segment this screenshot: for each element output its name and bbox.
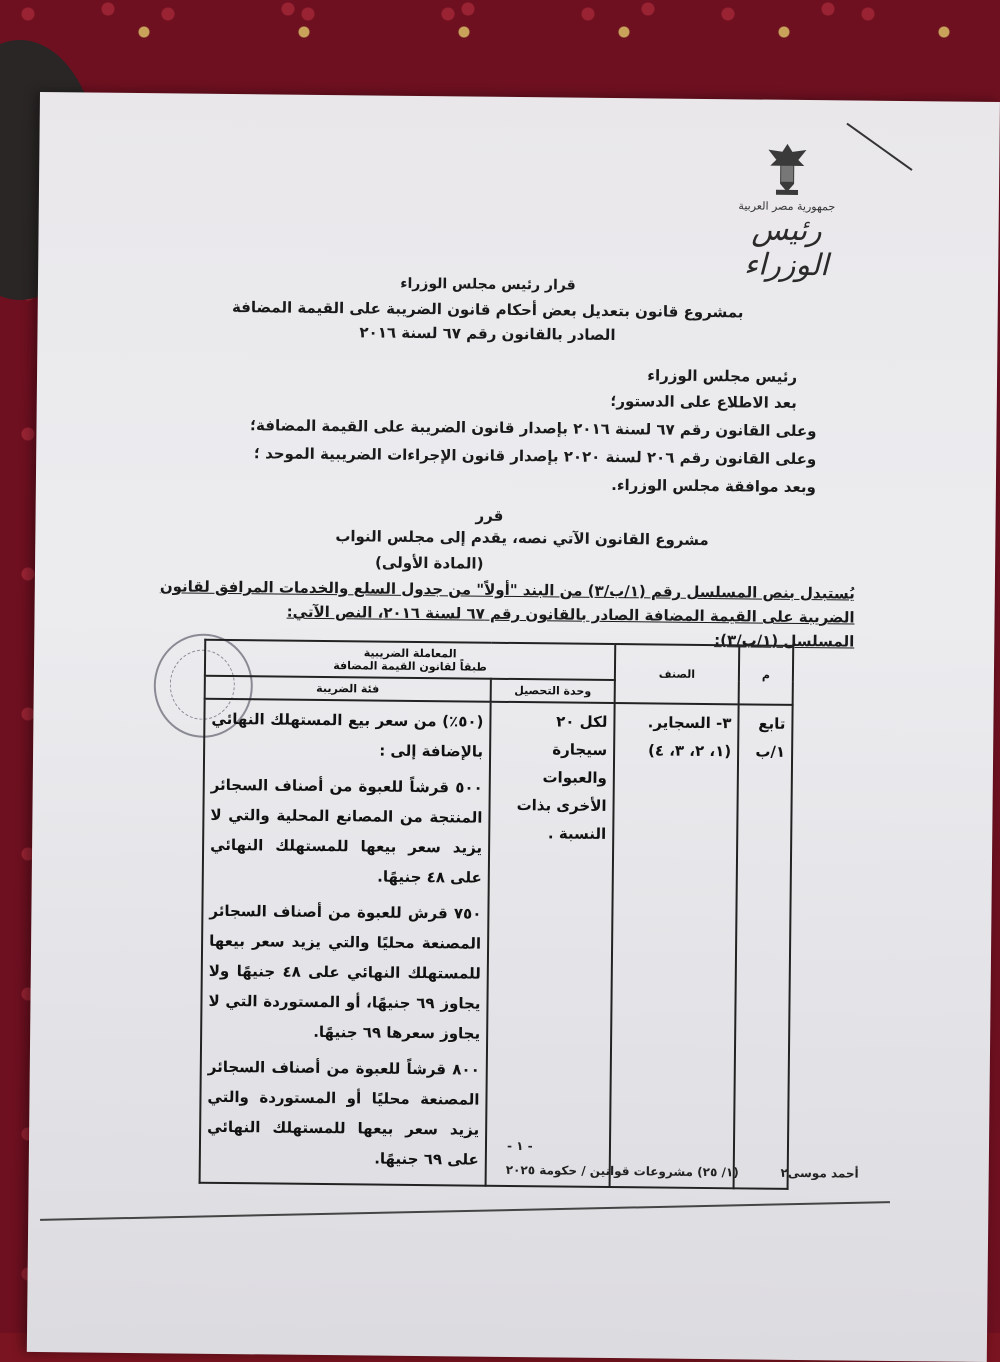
preamble-constitution: بعد الاطلاع على الدستور؛ [610,391,797,412]
republic-label: جمهورية مصر العربية [738,199,836,214]
rate-intro: (٥٠٪) من سعر بيع المستهلك النهائي بالإضافة إلى : [211,709,484,761]
replacement-text-1: يُستبدل بنص المسلسل رقم (١/ب/٣) من البند "أولاً" من جدول السلع والخدمات المرافق لقانون [159,577,855,603]
replacement-text-2: الضريبة على القيمة المضافة الصادر بالقانون رقم ٦٧ لسنة ٢٠١٦، النص الآتي: [286,602,855,627]
decision-subject: بمشروع قانون بتعديل بعض أحكام قانون الضريبة على القيمة المضافة [231,298,744,322]
preamble-law-206: وعلى القانون رقم ٢٠٦ لسنة ٢٠٢٠ بإصدار قانون الإجراءات الضريبية الموحد ؛ [253,444,817,469]
document-page [27,92,1000,1362]
col-treatment-header [205,640,615,680]
treatment-title: المعاملة الضريبية [363,646,457,661]
prime-minister-signature-logo: رئيس الوزراء [743,212,829,284]
preamble-pm: رئيس مجلس الوزراء [647,366,798,386]
decree-line: مشروع القانون الآتي نصه، يقدم إلى مجلس النواب [335,527,709,550]
decision-title: قرار رئيس مجلس الوزراء [400,275,576,294]
serial-label: المسلسل (١/ب/٣): [714,631,855,651]
footer-author: أحمد موسى٢ [780,1165,859,1181]
rate-tier-3: ٨٠٠ قرشاً للعبوة من أصناف السجائر المصنعة محليًا أو المستوردة والتي يزيد سعر بيعها للمستهلك النهائي على ٦٩ جنيهًا. [207,1057,480,1169]
preamble-approval: وبعد موافقة مجلس الوزراء. [611,476,816,497]
preamble-law-67: وعلى القانون رقم ٦٧ لسنة ٢٠١٦ بإصدار قانون الضريبة على القيمة المضافة؛ [250,416,817,441]
col-m-header: م [739,645,794,705]
row-unit-cell: لكل ٢٠ سيجارة والعبوات الأخرى بذات النسبة . [486,702,615,1187]
decided-word: قرر [475,506,504,525]
rate-tier-2: ٧٥٠ قرش للعبوة من أصناف السجائر المصنعة محليًا والتي يزيد سعر بيعها للمستهلك النهائي على ٤٨ جنيهًا ولا يجاوز ٦٩ جنيهًا، أو المستوردة التي لا يجاوز سعرها ٦٩ جنيهًا. [208,901,482,1043]
tax-table [199,639,795,1190]
col-unit-header: وحدة التحصيل [491,679,615,703]
row-m-cell: تابع ١/ب [734,704,793,1189]
decision-law-ref: الصادر بالقانون رقم ٦٧ لسنة ٢٠١٦ [359,323,616,345]
footer-ref: (١/ ٢٥) مشروعات قوانين / حكومة ٢٠٢٥ [505,1162,739,1180]
rate-tier-1: ٥٠٠ قرشاً للعبوة من أصناف السجائر المنتجة من المصانع المحلية والتي لا يزيد سعر بيعها للمستهلك النهائي على ٤٨ جنيهًا. [210,775,483,887]
row-item-cell: ٣- السجاير. (١، ٢، ٣، ٤) [610,703,739,1188]
page-number: - ١ - [506,1138,533,1154]
col-rate-header: فئة الضريبة [205,676,491,702]
col-item-header: الصنف [615,644,740,704]
eagle-emblem-icon [707,139,868,201]
article-heading: (المادة الأولى) [374,553,484,573]
treatment-subtitle: طبقاً لقانون القيمة المضافة [333,659,487,674]
row-rate-cell [200,699,491,1186]
letterhead [706,139,867,284]
